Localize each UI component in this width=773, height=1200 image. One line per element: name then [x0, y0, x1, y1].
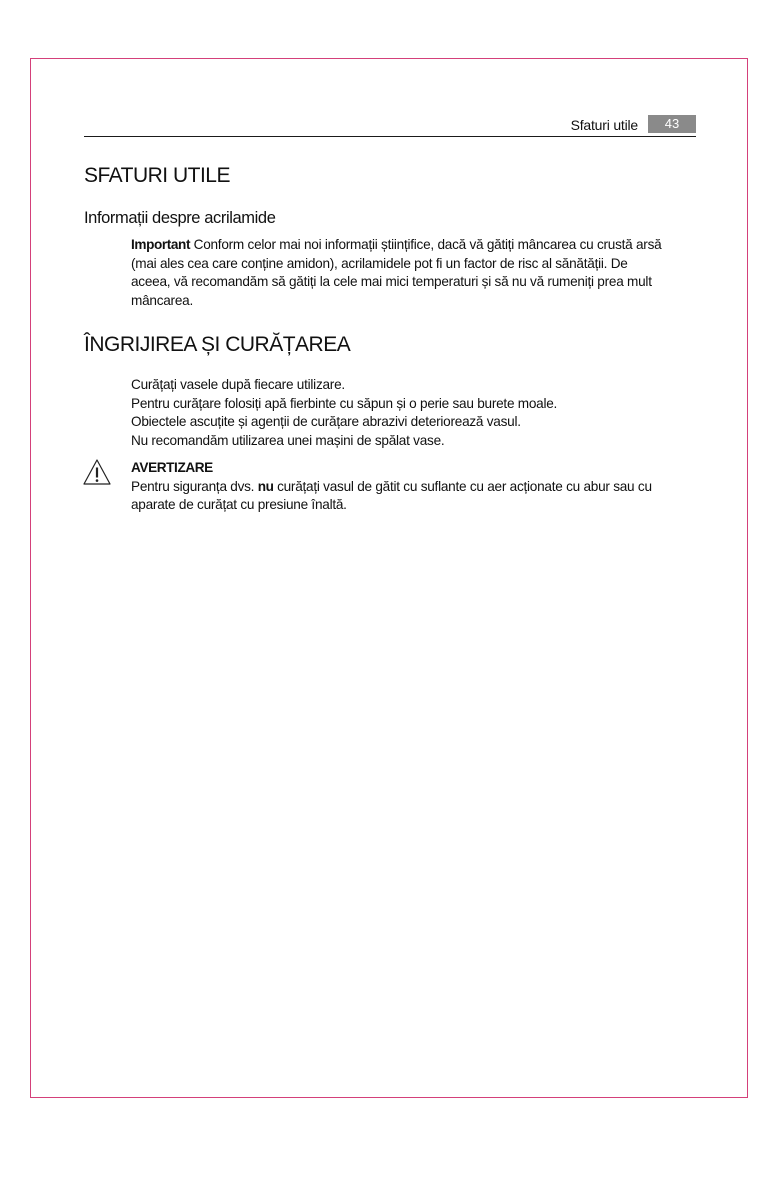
paragraph-line: aceea, vă recomandăm să gătiți la cele mai mici temperaturi și să nu vă rumeniți prea mult [131, 274, 652, 290]
warning-emphasis: nu [257, 478, 274, 494]
care-paragraph [131, 376, 701, 450]
section-title-ingrijire: ÎNGRIJIREA ȘI CURĂȚAREA [84, 333, 351, 356]
paragraph-line: (mai ales cea care conține amidon), acrilamidele pot fi un factor de risc al sănătății. De [131, 255, 628, 271]
acrilamide-paragraph [131, 236, 701, 310]
section-title-sfaturi: SFATURI UTILE [84, 164, 230, 187]
paragraph-line: Curățați vasele după fiecare utilizare. [131, 377, 345, 392]
important-label: Important [131, 237, 191, 252]
warning-triangle-icon [82, 458, 112, 486]
paragraph-line: Important Conform celor mai noi informații științifice, dacă vă gătiți mâncarea cu crustă arsă [131, 237, 662, 252]
paragraph-line: Nu recomandăm utilizarea unei mașini de spălat vase. [131, 432, 445, 448]
warning-line: Pentru siguranța dvs. nu curățați vasul de gătit cu suflante cu aer acționate cu abur sau cu [131, 478, 652, 494]
warning-block [131, 459, 701, 515]
paragraph-line: mâncarea. [131, 292, 193, 308]
page-number: 43 [648, 115, 696, 133]
warning-title: AVERTIZARE [131, 460, 213, 475]
paragraph-line: Pentru curățare folosiți apă fierbinte cu săpun și o perie sau burete moale. [131, 395, 558, 411]
page-header [84, 114, 696, 137]
header-title: Sfaturi utile [570, 117, 638, 133]
warning-line: aparate de curățat cu presiune înaltă. [131, 497, 347, 513]
paragraph-line: Obiectele ascuțite și agenții de curățare abrazivi deteriorează vasul. [131, 414, 521, 430]
subsection-title-acrilamide: Informații despre acrilamide [84, 209, 276, 227]
